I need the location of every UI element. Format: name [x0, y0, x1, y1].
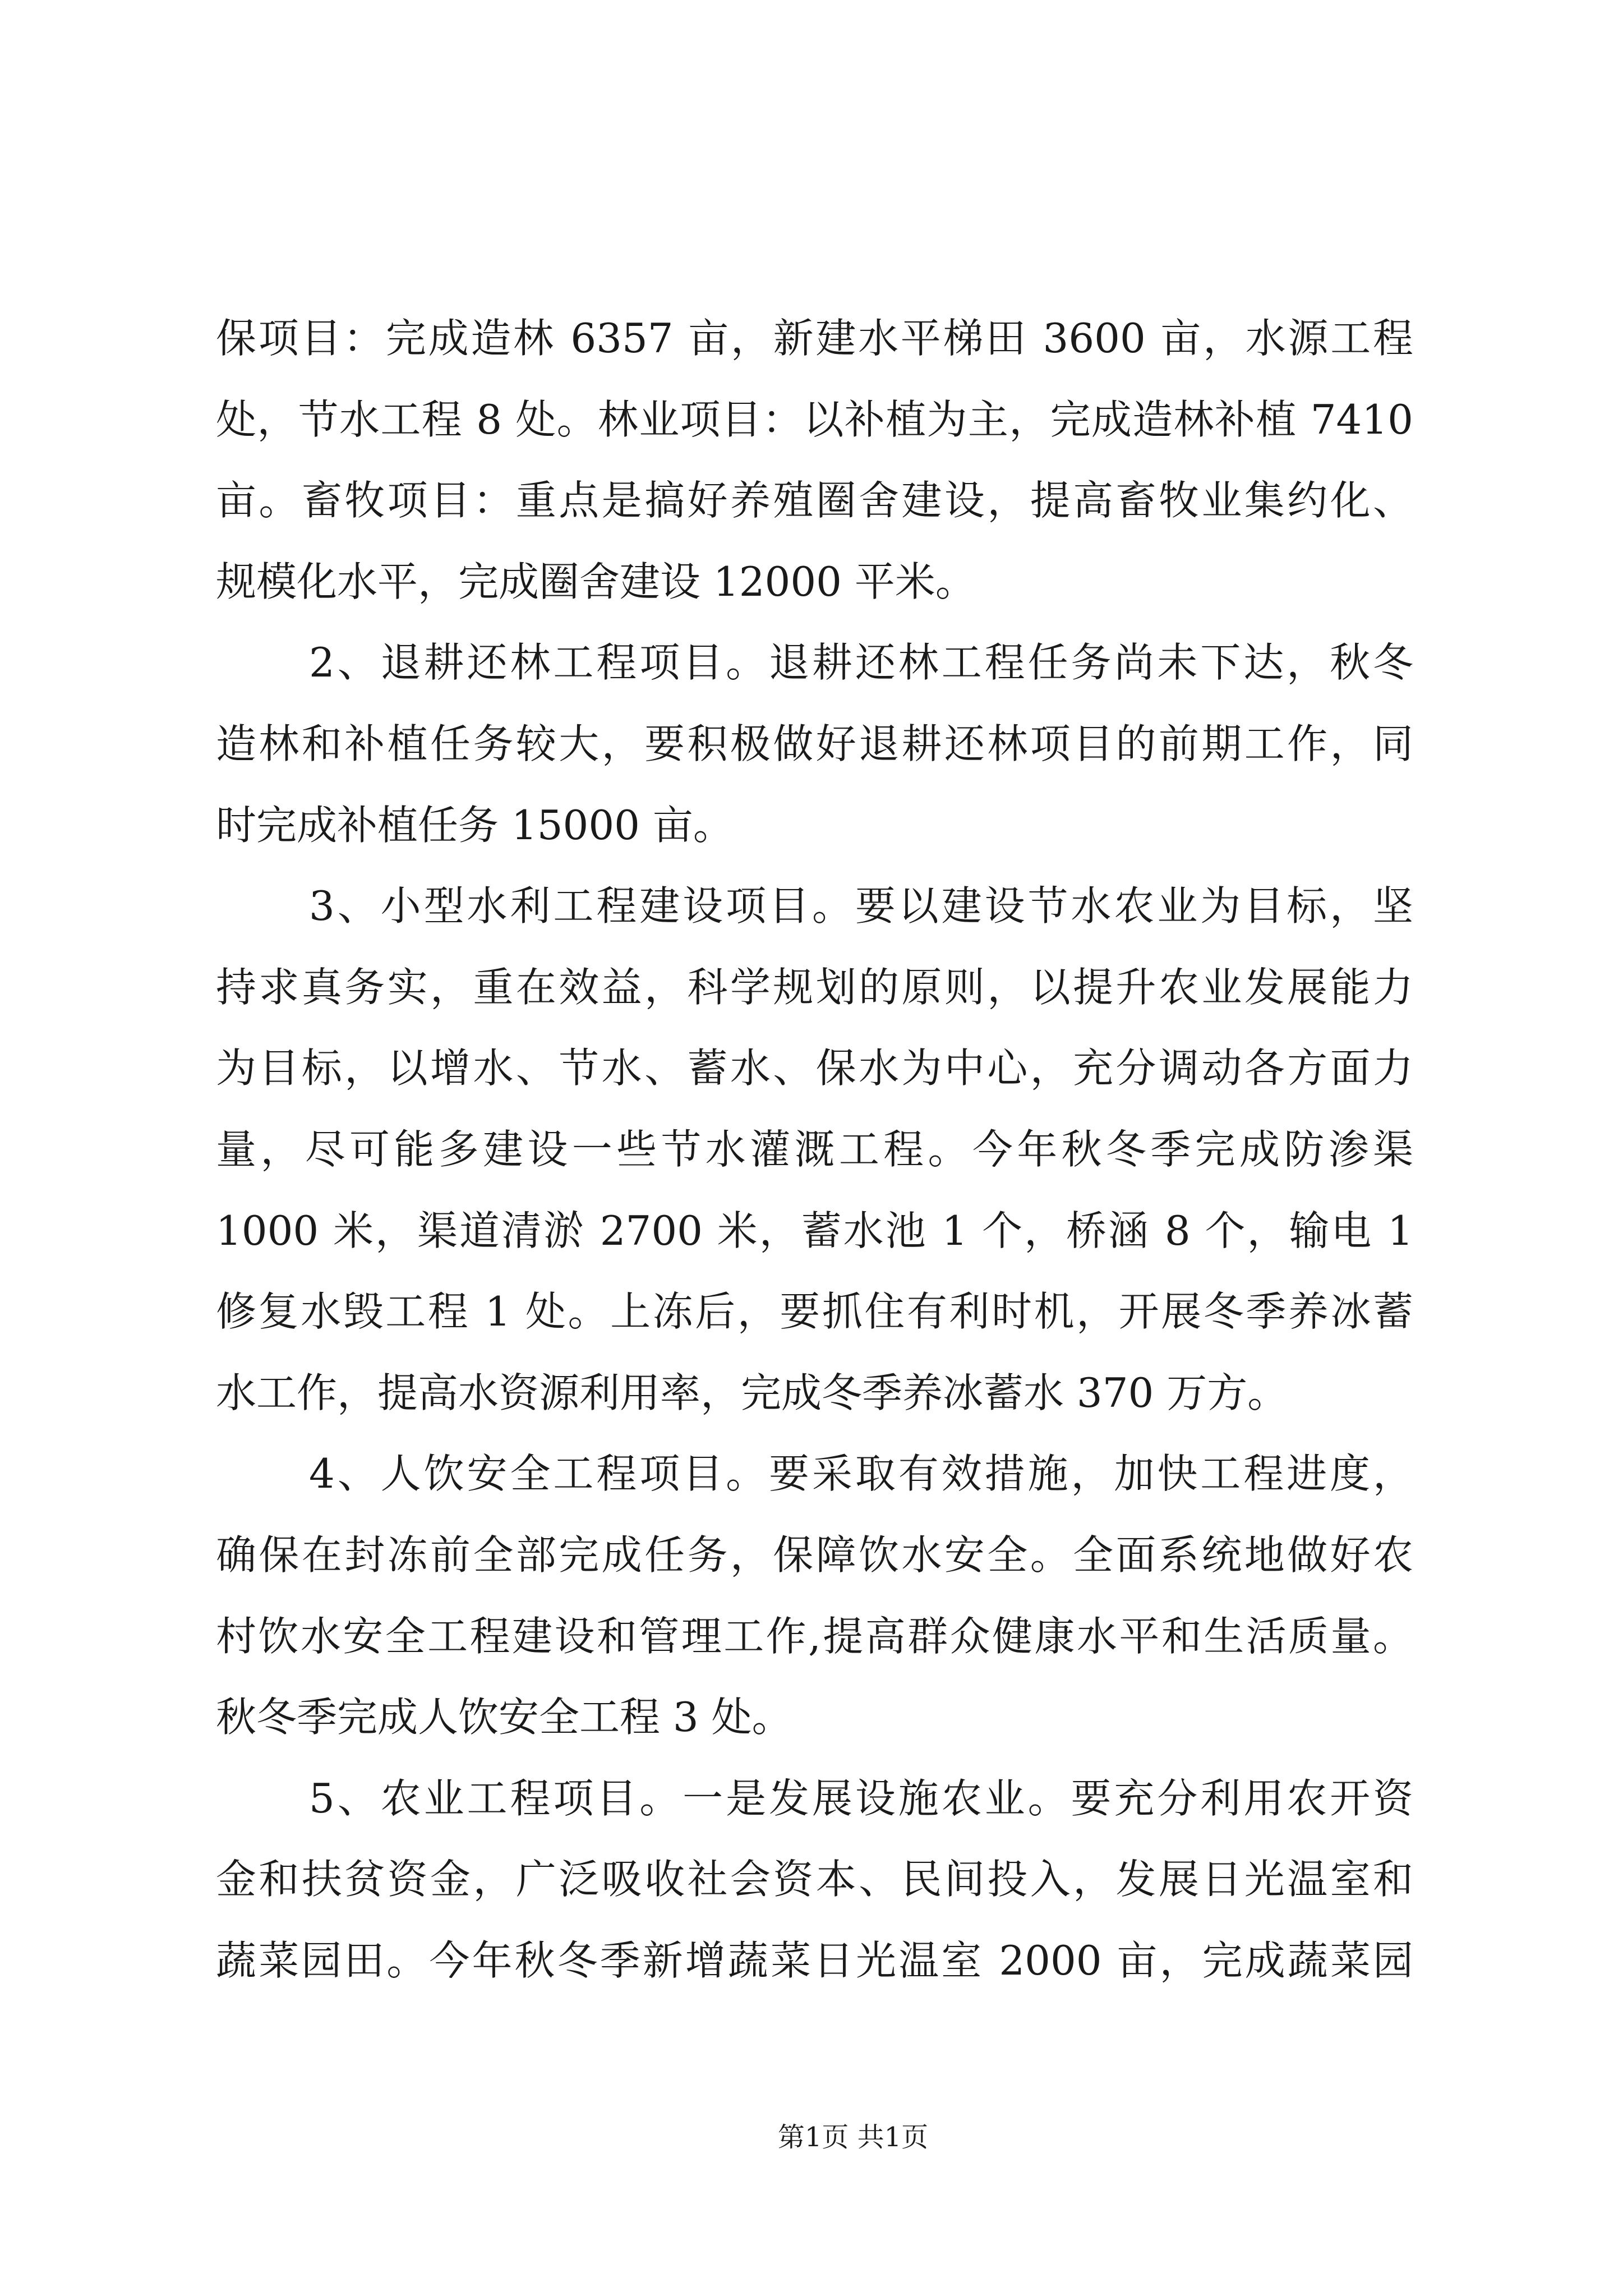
page-footer [0, 2120, 1623, 2154]
text-line: 造林和补植任务较大，要积极做好退耕还林项目的前期工作，同 [216, 720, 1413, 767]
text-line: 持求真务实，重在效益，科学规划的原则，以提升农业发展能力 [216, 963, 1413, 1011]
text-line: 水工作，提高水资源利用率，完成冬季养冰蓄水 370 万方。 [216, 1369, 1288, 1416]
paragraph-3 [216, 866, 1413, 1433]
text-line: 村饮水安全工程建设和管理工作,提高群众健康水平和生活质量。 [216, 1612, 1413, 1660]
text-line: 金和扶贫资金，广泛吸收社会资本、民间投入，发展日光温室和 [216, 1856, 1413, 1903]
text-line: 修复水毁工程 1 处。上冻后，要抓住有利时机，开展冬季养冰蓄 [216, 1288, 1413, 1336]
text-line: 亩。畜牧项目：重点是搞好养殖圈舍建设，提高畜牧业集约化、 [216, 477, 1413, 524]
text-line: 蔬菜园田。今年秋冬季新增蔬菜日光温室 2000 亩，完成蔬菜园 [216, 1936, 1413, 1984]
body-text [216, 298, 1413, 2001]
text-line: 量，尽可能多建设一些节水灌溉工程。今年秋冬季完成防渗渠 [216, 1125, 1413, 1173]
text-line: 2、退耕还林工程项目。退耕还林工程任务尚未下达，秋冬 [309, 639, 1413, 687]
page-number-label: 第1页 共1页 [777, 2122, 929, 2153]
text-line: 确保在封冻前全部完成任务，保障饮水安全。全面系统地做好农 [216, 1531, 1413, 1579]
paragraph-5 [216, 1758, 1413, 2001]
text-line: 1000 米，渠道清淤 2700 米，蓄水池 1 个，桥涵 8 个，输电 1 [216, 1207, 1413, 1254]
text-line: 秋冬季完成人饮安全工程 3 处。 [216, 1694, 792, 1741]
text-line: 为目标，以增水、节水、蓄水、保水为中心，充分调动各方面力 [216, 1045, 1413, 1092]
paragraph-1 [216, 298, 1413, 622]
text-line: 保项目：完成造林 6357 亩，新建水平梯田 3600 亩，水源工程 [216, 315, 1413, 362]
text-line: 规模化水平，完成圈舍建设 12000 平米。 [216, 558, 976, 605]
text-line: 5、农业工程项目。一是发展设施农业。要充分利用农开资 [309, 1774, 1413, 1822]
paragraph-2 [216, 622, 1413, 866]
text-line: 4、人饮安全工程项目。要采取有效措施，加快工程进度， [309, 1450, 1413, 1498]
paragraph-4 [216, 1433, 1413, 1757]
text-line: 时完成补植任务 15000 亩。 [216, 801, 734, 849]
text-line: 处，节水工程 8 处。林业项目：以补植为主，完成造林补植 7410 [216, 395, 1413, 443]
text-line: 3、小型水利工程建设项目。要以建设节水农业为目标，坚 [309, 882, 1413, 930]
